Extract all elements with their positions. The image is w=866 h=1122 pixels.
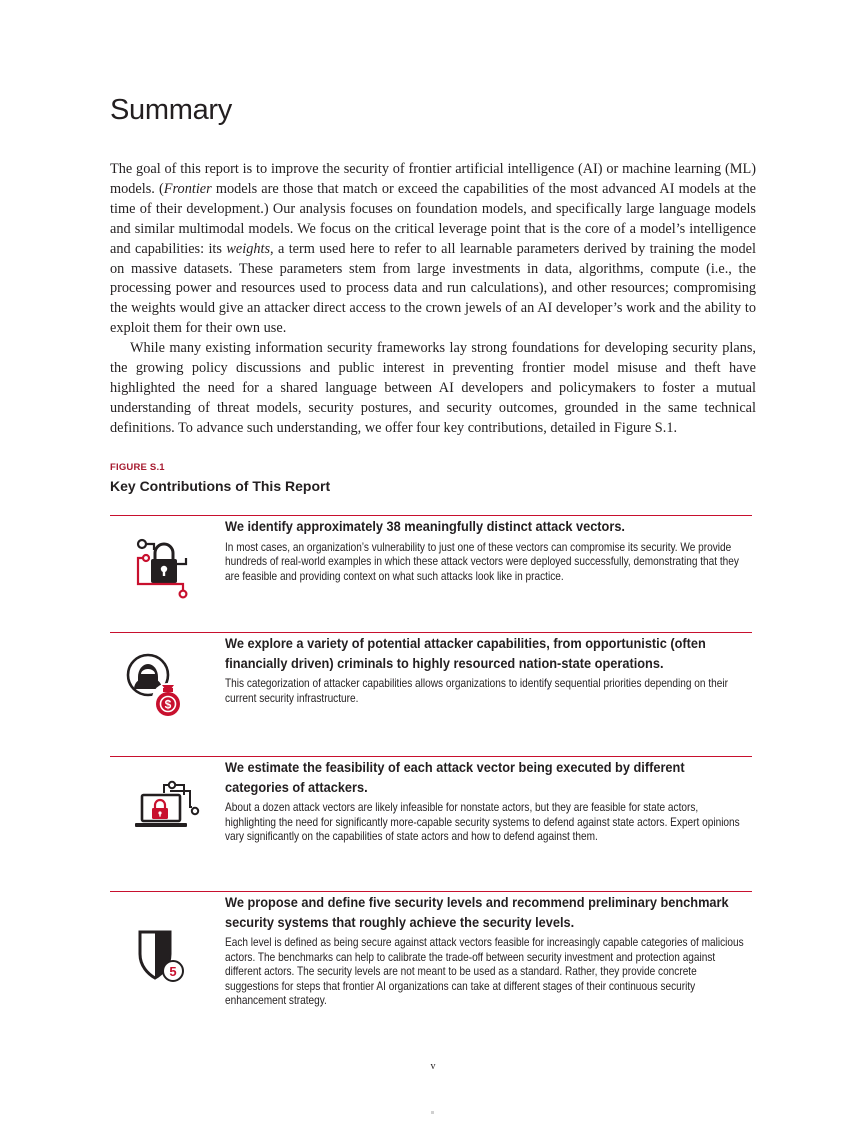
paragraph-1 bbox=[110, 160, 756, 339]
paragraph-2 bbox=[110, 339, 756, 439]
contribution-item-3 bbox=[110, 756, 752, 875]
shield-level-5-icon bbox=[124, 926, 204, 996]
contribution-2-description: This categorization of attacker capabilities allows organizations to identify sequential priorities depending on their current security infrastructure. bbox=[225, 677, 728, 705]
contribution-item-2 bbox=[110, 632, 752, 743]
contribution-3-heading: We estimate the feasibility of each attack vector being executed by different categories of attackers. bbox=[225, 760, 685, 796]
paragraph-1-text-2: models are those that match or exceed the capabilities of the most advanced AI models at the time of their development.) Our analysis focuses on foundation models, and specifically large language models and similar multimodal models. We focus on the critical leverage point that is the core of a model’s intelligence and capabilities: its bbox=[110, 180, 756, 257]
paragraph-1-italic-frontier: Frontier bbox=[163, 180, 212, 197]
contribution-4-text bbox=[225, 894, 750, 1009]
page-number: v bbox=[430, 1061, 436, 1072]
figure-title: Key Contributions of This Report bbox=[110, 478, 331, 494]
contribution-1-heading: We identify approximately 38 meaningfully distinct attack vectors. bbox=[225, 519, 625, 535]
paragraph-1-text-1: The goal of this report is to improve the security of frontier artificial intelligence (AI) or machine learning (ML) models. ( bbox=[110, 161, 756, 197]
contribution-3-description: About a dozen attack vectors are likely infeasible for nonstate actors, but they are feasible for state actors, highlighting the need for significantly more-capable security systems to defend against state actors. Expert opinions vary significantly on the capabilities of state actors and how to defend against them. bbox=[225, 801, 740, 844]
paragraph-1-italic-weights: weights bbox=[226, 240, 271, 257]
footer-dot bbox=[431, 1111, 434, 1114]
shield-level-badge: 5 bbox=[169, 964, 177, 979]
figure-label: FIGURE S.1 bbox=[110, 462, 165, 473]
paragraph-1-text-3: , a term used here to refer to all learnable parameters derived by training the model on massive datasets. These parameters stem from large investments in data, algorithms, compute (i.e., the processing power and resources used to process data and run calculations), and other resources; compromising the weights would give an attacker direct access to the crown jewels of an AI developer’s work and the ability to exploit them for their own use. bbox=[110, 240, 757, 337]
laptop-lock-network-icon bbox=[124, 779, 204, 849]
svg-text:$: $ bbox=[164, 697, 172, 712]
hooded-attacker-money-bag-icon bbox=[124, 647, 204, 717]
contribution-1-description: In most cases, an organization’s vulnerability to just one of these vectors can compromise its security. We provide hundreds of real-world examples in which these attack vectors were deployed successfully, demonstrating that they are feasible and providing context on what such attacks look like in practice. bbox=[225, 540, 739, 583]
contribution-1-text bbox=[225, 518, 750, 584]
contribution-2-text bbox=[225, 635, 750, 706]
page-title: Summary bbox=[110, 94, 232, 126]
contribution-item-4 bbox=[110, 891, 752, 1022]
summary-body bbox=[110, 160, 756, 439]
contribution-item-1 bbox=[110, 515, 752, 616]
contribution-2-heading: We explore a variety of potential attacker capabilities, from opportunistic (often financially driven) criminals to highly resourced nation-state operations. bbox=[225, 636, 706, 672]
lock-network-icon bbox=[124, 536, 204, 606]
contribution-3-text bbox=[225, 759, 750, 845]
contribution-4-description: Each level is defined as being secure against attack vectors feasible for increasingly capable categories of malicious actors. The benchmarks can help to calibrate the trade-off between security investment and protection against different actors. The security levels are not meant to be used as a standard. Rather, they provide concrete suggestions for steps that frontier AI organizations can take at different stages of their continuous security enhancement strategy. bbox=[225, 936, 744, 1008]
paragraph-2-text: While many existing information security frameworks lay strong foundations for developing security plans, the growing policy discussions and public interest in preventing frontier model misuse and theft have highlighted the need for a shared language between AI developers and policymakers to foster a mutual understanding of threat models, security postures, and security outcomes, grounded in the same technical definitions. To advance such understanding, we offer four key contributions, detailed in Figure S.1. bbox=[110, 340, 756, 436]
contribution-4-heading: We propose and define five security levels and recommend preliminary benchmark security systems that roughly achieve the security levels. bbox=[225, 895, 729, 931]
